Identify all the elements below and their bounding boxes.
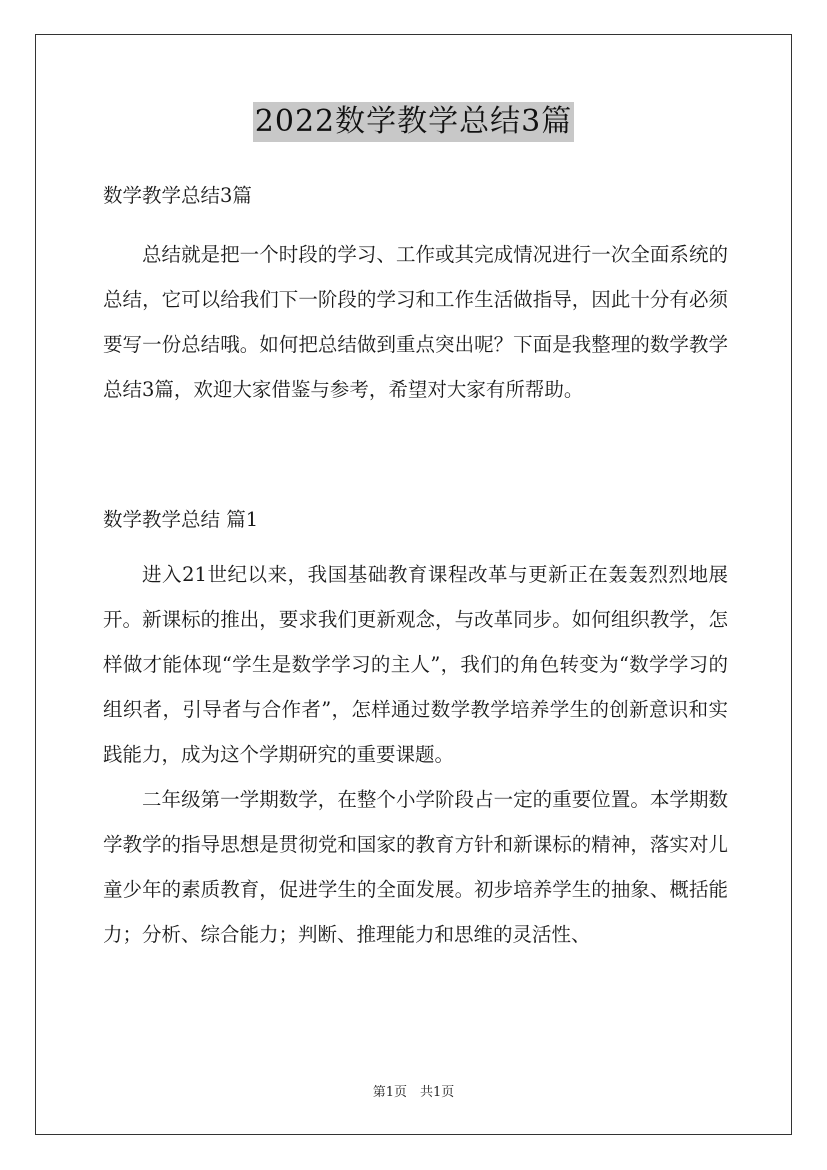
title-container — [0, 102, 827, 142]
section-1-body — [103, 552, 728, 957]
section-heading: 数学教学总结 篇1 — [103, 508, 259, 531]
body-paragraph: 二年级第一学期数学，在整个小学阶段占一定的重要位置。本学期数学教学的指导思想是贯彻党和国家的教育方针和新课标的精神，落实对儿童少年的素质教育，促进学生的全面发展。初步培养学生的抽象、概括能力；分析、综合能力；判断、推理能力和思维的灵活性、 — [103, 788, 728, 946]
intro-paragraph: 总结就是把一个时段的学习、工作或其完成情况进行一次全面系统的总结，它可以给我们下一阶段的学习和工作生活做指导，因此十分有必须要写一份总结哦。如何把总结做到重点突出呢？下面是我整理的数学教学总结3篇，欢迎大家借鉴与参考，希望对大家有所帮助。 — [103, 243, 728, 401]
document-title: 2022数学教学总结3篇 — [253, 102, 574, 142]
body-paragraph: 进入21世纪以来，我国基础教育课程改革与更新正在轰轰烈烈地展开。新课标的推出，要求我们更新观念，与改革同步。如何组织教学，怎样做才能体现“学生是数学学习的主人”，我们的角色转变为“数学学习的组织者，引导者与合作者”，怎样通过数学教学培养学生的创新意识和实践能力，成为这个学期研究的重要课题。 — [103, 563, 728, 766]
document-subtitle: 数学教学总结3篇 — [103, 184, 252, 207]
intro-section — [103, 232, 728, 412]
page-footer: 第1页 共1页 — [372, 1085, 455, 1100]
